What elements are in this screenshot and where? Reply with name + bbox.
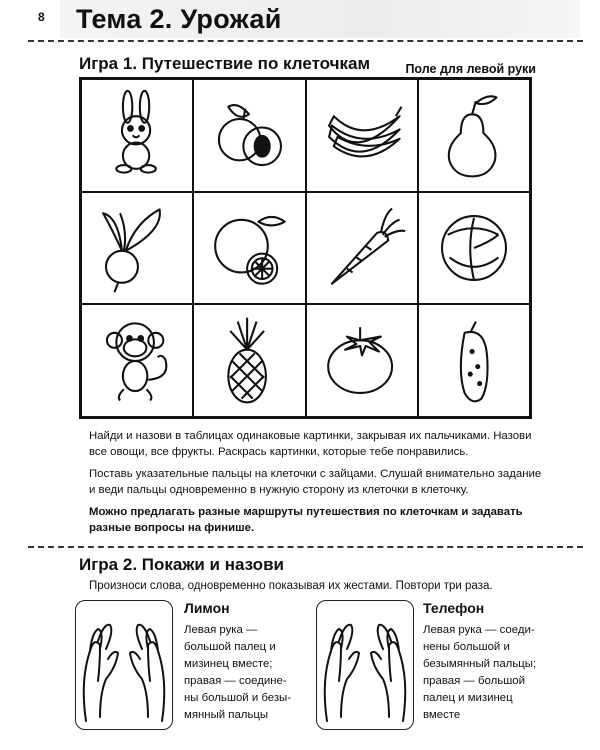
grid-cell[interactable] — [418, 79, 530, 192]
grid-cell[interactable] — [306, 79, 418, 192]
carrot-icon — [315, 201, 409, 295]
grid-cell[interactable] — [306, 192, 418, 305]
card-title-lemon: Лимон — [184, 600, 230, 616]
page-title: Тема 2. Урожай — [76, 4, 282, 34]
game1-title: Игра 1. Путешествие по клеточкам — [79, 54, 371, 73]
hands-gesture-icon — [317, 601, 413, 729]
game1-instructions — [89, 428, 549, 542]
grid-cell[interactable] — [193, 304, 305, 417]
rabbit-icon — [90, 88, 184, 182]
cabbage-icon — [427, 201, 521, 295]
card-desc-phone: Левая рука — соеди- нены большой и безымянный пальцы; правая — большой палец и мизинец вместе — [423, 624, 537, 721]
paragraph-tip: Можно предлагать разные маршруты путешествия по клеточкам и задавать разные вопросы на финише. — [89, 506, 523, 534]
game2-title: Игра 2. Покажи и назови — [79, 555, 284, 574]
grid-cell[interactable] — [306, 304, 418, 417]
cucumber-icon — [427, 314, 521, 408]
pear-icon — [427, 88, 521, 182]
game2-intro: Произноси слова, одновременно показывая их жестами. Повтори три раза. — [89, 580, 493, 592]
plum-icon — [202, 88, 296, 182]
tomato-icon — [315, 314, 409, 408]
card-image-lemon — [75, 600, 173, 730]
grid-cell[interactable] — [418, 192, 530, 305]
grid-cell[interactable] — [193, 79, 305, 192]
card-title-phone: Телефон — [423, 600, 485, 616]
grid-cell[interactable] — [193, 192, 305, 305]
pineapple-icon — [202, 314, 296, 408]
card-desc-lemon: Левая рука — большой палец и мизинец вместе; правая — соедине- ны большой и безы- мянный пальцы — [184, 624, 292, 721]
page-number: 8 — [38, 10, 45, 24]
monkey-icon — [90, 314, 184, 408]
divider — [28, 546, 583, 548]
paragraph: Найди и назови в таблицах одинаковые картинки, закрывая их пальчиками. Назови все овощи, все фрукты. Раскрась картинки, которые тебе понравились. — [89, 430, 532, 458]
paragraph: Поставь указательные пальцы на клеточки с зайцами. Слушай внимательно задание и веди пальцы одновременно в нужную сторону из клеточки в клеточку. — [89, 468, 542, 496]
card-image-phone — [316, 600, 414, 730]
divider — [28, 40, 583, 42]
orange-icon — [202, 201, 296, 295]
grid-cell[interactable] — [81, 79, 193, 192]
grid-cell[interactable] — [418, 304, 530, 417]
banana-icon — [315, 88, 409, 182]
picture-grid — [79, 77, 532, 419]
beet-icon — [90, 201, 184, 295]
grid-cell[interactable] — [81, 304, 193, 417]
grid-cell[interactable] — [81, 192, 193, 305]
hands-gesture-icon — [76, 601, 172, 729]
field-label: Поле для левой руки — [405, 62, 536, 76]
